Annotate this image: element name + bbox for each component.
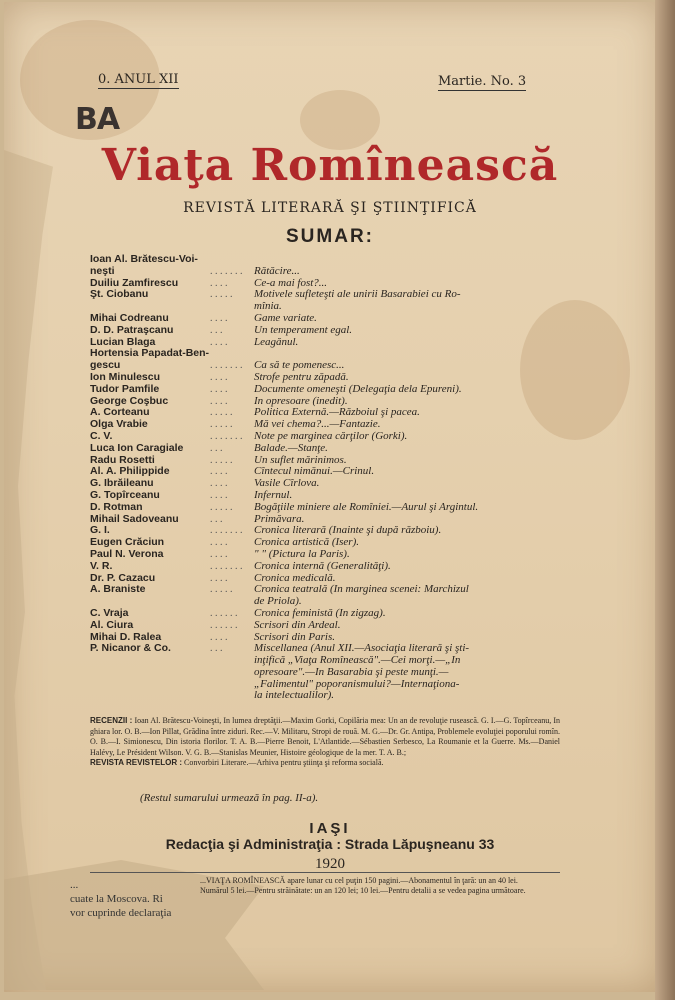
toc-article-title: Scrisori din Paris. — [254, 630, 335, 643]
toc-author: C. Vraja — [90, 606, 129, 619]
magazine-subtitle: REVISTĂ LITERARĂ ŞI ŞTIINŢIFICĂ — [183, 200, 477, 216]
toc-article-title: Ca să te pomenesc... — [254, 359, 345, 372]
toc-leader-dots: . . . . — [210, 371, 228, 383]
toc-article-title: Un suflet mărinimos. — [254, 453, 347, 466]
toc-entry — [90, 561, 560, 573]
contents-heading: SUMAR: — [286, 226, 374, 247]
toc-entry — [90, 313, 560, 325]
toc-author: Ioan Al. Brătescu-Voi- — [90, 253, 198, 265]
toc-leader-dots: . . . . . — [210, 584, 233, 596]
continuation-note: (Restul sumarului urmează în pag. II-a). — [140, 792, 319, 804]
toc-leader-dots: . . . . . — [210, 407, 233, 419]
toc-author: G. Ibrăileanu — [90, 477, 154, 490]
toc-article-title: Cronica internă (Generalităţi). — [254, 559, 391, 572]
toc-article-title: inţifică „Viaţa Romînească".—Cei morţi.—„In — [254, 654, 461, 667]
toc-author: Mihai D. Ralea — [90, 630, 162, 643]
toc-leader-dots: . . . — [210, 442, 223, 454]
toc-leader-dots: . . . . — [210, 312, 228, 324]
toc-author: Radu Rosetti — [90, 453, 155, 466]
overlay-line: vor cuprinde declaraţia — [70, 907, 172, 919]
toc-article-title: Un temperament egal. — [254, 323, 353, 336]
toc-author: Ion Minulescu — [90, 370, 161, 383]
toc-article-title: de Priola). — [254, 595, 302, 608]
page-edge — [655, 0, 675, 1000]
toc-author: Mihai Codreanu — [90, 311, 169, 324]
toc-author: D. Rotman — [90, 500, 143, 513]
toc-author: Olga Vrabie — [90, 418, 148, 431]
toc-entry — [90, 690, 560, 702]
toc-leader-dots: . . . . . . . — [210, 430, 243, 442]
issue-number: 0. ANUL XII — [98, 72, 179, 87]
toc-article-title: Miscellanea (Anul XII.—Asociaţia literară şi şti- — [254, 642, 470, 655]
toc-article-title: Scrisori din Ardeal. — [254, 618, 341, 631]
toc-leader-dots: . . . . . . . — [210, 560, 243, 572]
toc-entry — [90, 620, 560, 632]
toc-author: gescu — [90, 359, 121, 372]
toc-article-title: Game variate. — [254, 311, 317, 324]
toc-author: Luca Ion Caragiale — [90, 441, 184, 454]
toc-article-title: " " (Pictura la Paris). — [254, 547, 350, 560]
toc-entry — [90, 289, 560, 301]
reviews-text: Ioan Al. Brătescu-Voineşti, In lumea dreptăţii.—Maxim Gorki, Copilăria mea: Un an de revoluţie rusească. G. I.—G. Topîrceanu, In ghiara lor. O. B.—Ion Pillat, Grădina între ziduri. Rec.—V. Militaru, Stropi de rouă. M. G.—Dr. Gr. Antipa, Problemele evoluţiei poporului romîn. O. B.—I. Simionescu, Din istoria florilor. T. A. B.—Pierre Benoit, L'Atlantide.—Sébastien Serbesco, La Roumanie et la Guerre. Ms.—Daniel Halévy, Le Président Wilson. V. G. B.—Stanislas Meunier, Histoire géologique de la mer. T. A. B.; — [90, 716, 560, 757]
toc-author: G. Topîrceanu — [90, 488, 160, 501]
toc-article-title: Cronica medicală. — [254, 571, 336, 584]
toc-article-title: Cronica feministă (In zigzag). — [254, 606, 386, 619]
toc-article-title: „Falimentul" poporanismului?—Internaţiona- — [254, 677, 460, 690]
toc-article-title: Cronica artistică (Iser). — [254, 536, 359, 549]
toc-article-title: mînia. — [254, 300, 282, 313]
toc-entry — [90, 384, 560, 396]
toc-entry — [90, 608, 560, 620]
toc-leader-dots: . . . . — [210, 395, 228, 407]
toc-leader-dots: . . . . . — [210, 501, 233, 513]
toc-entry — [90, 549, 560, 561]
toc-leader-dots: . . . . — [210, 277, 228, 289]
toc-leader-dots: . . . . — [210, 548, 228, 560]
toc-entry — [90, 584, 560, 596]
toc-entry — [90, 667, 560, 679]
toc-leader-dots: . . . . — [210, 489, 228, 501]
toc-leader-dots: . . . . . . . — [210, 360, 243, 372]
toc-entry — [90, 478, 560, 490]
toc-leader-dots: . . . . — [210, 383, 228, 395]
toc-article-title: Primăvara. — [254, 512, 305, 525]
table-of-contents — [90, 254, 560, 702]
toc-author: P. Nicanor & Co. — [90, 642, 171, 655]
toc-leader-dots: . . . — [210, 513, 223, 525]
toc-entry — [90, 266, 560, 278]
publication-address: Redacţia şi Administraţia : Strada Lăpuşneanu 33 — [165, 836, 495, 852]
toc-leader-dots: . . . . — [210, 631, 228, 643]
toc-article-title: Mă vei chema?...—Fantazie. — [254, 418, 381, 431]
toc-leader-dots: . . . — [210, 643, 223, 655]
toc-author: G. I. — [90, 524, 110, 537]
toc-entry — [90, 466, 560, 478]
subscription-info: ...VIAŢA ROMÎNEASCĂ apare lunar cu cel puţin 150 pagini.—Abonamentul în ţară: un an 40 lei. Numărul 5 lei.—Pentru străinătate: un an 120 lei; 10 lei.—Pentru detalii a se vedea pagina următoare. — [200, 876, 526, 895]
toc-article-title: Strofe pentru zăpadă. — [254, 370, 349, 383]
toc-entry — [90, 372, 560, 384]
toc-entry — [90, 502, 560, 514]
toc-leader-dots: . . . . — [210, 572, 228, 584]
toc-leader-dots: . . . . . . — [210, 607, 238, 619]
toc-leader-dots: . . . . . . — [210, 619, 238, 631]
toc-article-title: Cîntecul nimănui.—Crinul. — [254, 465, 375, 478]
toc-author: Hortensia Papadat-Ben- — [90, 347, 210, 360]
toc-author: Dr. P. Cazacu — [90, 571, 156, 584]
toc-article-title: la intelectualilor). — [254, 689, 335, 702]
toc-article-title: Cronica teatrală (In marginea scenei: Marchizul — [254, 583, 469, 596]
toc-article-title: Cronica literară (Inainte şi după războiu). — [254, 524, 442, 537]
toc-article-title: Documente omeneşti (Delegaţia dela Epureni). — [254, 382, 462, 395]
toc-article-title: Ce-a mai fost?... — [254, 276, 328, 289]
toc-entry — [90, 325, 560, 337]
toc-leader-dots: . . . . . . . — [210, 265, 243, 277]
overlay-line: cuate la Moscova. Ri — [70, 893, 163, 905]
toc-author: Eugen Crăciun — [90, 536, 165, 549]
toc-author: Al. Ciura — [90, 618, 134, 631]
toc-entry — [90, 431, 560, 443]
toc-author: George Coşbuc — [90, 394, 169, 407]
toc-author: C. V. — [90, 429, 113, 442]
toc-author: neşti — [90, 264, 115, 277]
reviews-section — [90, 716, 560, 769]
torn-overlay-text — [70, 878, 240, 920]
toc-article-title: Rătăcire... — [254, 264, 300, 277]
toc-author: Paul N. Verona — [90, 547, 164, 560]
toc-author: Mihail Sadoveanu — [90, 512, 179, 525]
toc-leader-dots: . . . . — [210, 466, 228, 478]
publication-city: IAŞI — [309, 820, 351, 837]
publication-year: 1920 — [315, 856, 345, 872]
divider — [90, 872, 560, 873]
toc-author: Al. A. Philippide — [90, 465, 170, 478]
toc-article-title: Balade.—Stanţe. — [254, 441, 328, 454]
toc-article-title: Vasile Cîrlova. — [254, 477, 320, 490]
toc-leader-dots: . . . . . — [210, 454, 233, 466]
toc-author: A. Corteanu — [90, 406, 150, 419]
toc-article-title: Bogăţiile miniere ale Romîniei.—Aurul şi Argintul. — [254, 500, 479, 513]
toc-author: Şt. Ciobanu — [90, 288, 149, 301]
library-stamp: BA — [75, 102, 120, 137]
toc-article-title: Politica Externă.—Războiul şi pacea. — [254, 406, 420, 419]
toc-author: Lucian Blaga — [90, 335, 156, 348]
toc-article-title: Note pe marginea cărţilor (Gorki). — [254, 429, 408, 442]
overlay-line: ... — [70, 879, 79, 891]
toc-author: D. D. Patraşcanu — [90, 323, 174, 336]
toc-author: Tudor Pamfile — [90, 382, 160, 395]
toc-entry — [90, 443, 560, 455]
toc-leader-dots: . . . — [210, 324, 223, 336]
toc-article-title: Infernul. — [254, 488, 293, 501]
reviews-label: RECENZII : — [90, 716, 133, 725]
toc-leader-dots: . . . . — [210, 336, 228, 348]
toc-leader-dots: . . . . . . . — [210, 525, 243, 537]
toc-entry — [90, 490, 560, 502]
toc-leader-dots: . . . . . — [210, 289, 233, 301]
toc-article-title: opresoare".—In Basarabia şi peste munţi.— — [254, 665, 449, 678]
toc-entry — [90, 254, 560, 266]
toc-leader-dots: . . . . . — [210, 419, 233, 431]
reviews-of-reviews-text: Convorbiri Literare.—Arhiva pentru ştiinţa şi reforma socială. — [184, 758, 384, 767]
toc-author: Duiliu Zamfirescu — [90, 276, 179, 289]
toc-author: V. R. — [90, 559, 113, 572]
magazine-title: Viaţa Romînească — [101, 140, 559, 191]
issue-month: Martie. No. 3 — [438, 74, 527, 89]
toc-leader-dots: . . . . — [210, 478, 228, 490]
toc-leader-dots: . . . . — [210, 537, 228, 549]
toc-article-title: Leagănul. — [254, 335, 299, 348]
toc-article-title: Motivele sufleteşti ale unirii Basarabiei cu Ro- — [254, 288, 461, 301]
toc-author: A. Braniste — [90, 583, 146, 596]
toc-article-title: In opresoare (inedit). — [254, 394, 348, 407]
reviews-of-reviews-label: REVISTA REVISTELOR : — [90, 758, 183, 767]
